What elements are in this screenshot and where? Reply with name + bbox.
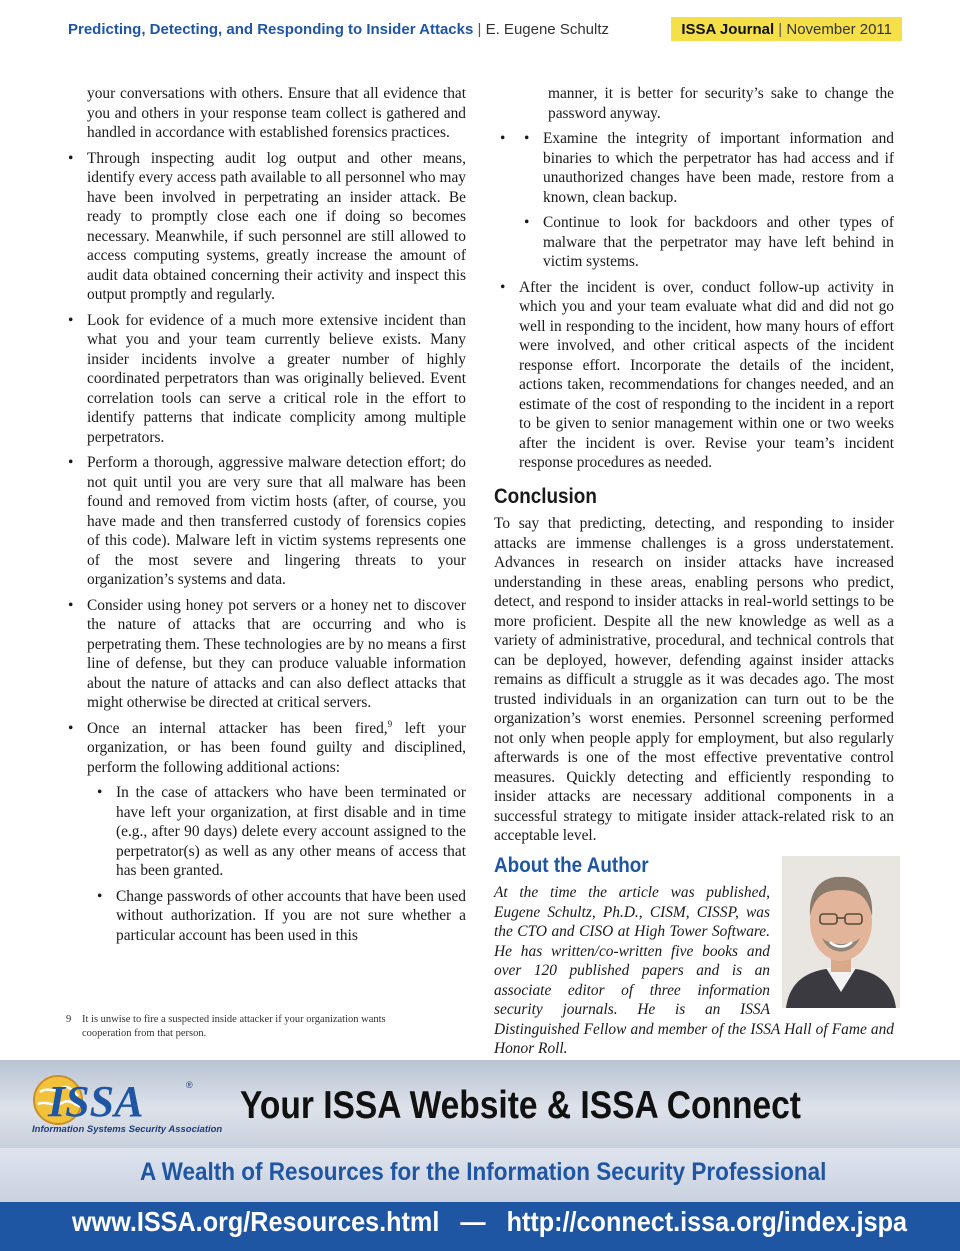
fired-bullet-text-start: Once an internal attacker has been fired, [87, 719, 388, 737]
list-item-fired-attacker [62, 719, 466, 946]
continued-paragraph: your conversations with others. Ensure that all evidence that you and others in your response team collect is gathered and handled in accordance with established forensics practices. [87, 85, 466, 141]
logo-wordmark: ISSA [48, 1077, 144, 1126]
issa-banner-ad[interactable] [0, 1060, 960, 1251]
continued-sub-bullet: manner, it is better for security’s sake to change the password anyway. [548, 85, 894, 122]
journal-separator: | [778, 21, 783, 38]
list-item: • Perform a thorough, aggressive malware detection effort; do not quit until you are very sure that all malware has been found and removed from victim hosts (after, of course, you have made and then transferred custody of forensics copies of this code). Malware left in victim systems represents one of the most severe and lingering threats to your organization’s systems and data. [62, 453, 466, 590]
list-item: • After the incident is over, conduct follow-up activity in which you and your team evaluate what did and did not go well in responding to the incident, how many hours of effort were involved, and other critical aspects of the incident response effort. Incorporate the details of the incident, actions taken, recommendations for changes needed, and an estimate of the cost of responding to the incident in a report to be given to senior management within one or two weeks after the incident is over. Revise your team’s incident response procedures as needed. [494, 278, 894, 473]
footnote-reference[interactable]: 9 [387, 718, 393, 729]
article-author: E. Eugene Schultz [485, 21, 610, 38]
link-dash: — [460, 1206, 486, 1237]
conclusion-heading: Conclusion [494, 484, 597, 508]
journal-badge [671, 17, 902, 41]
sub-list-item: • In the case of attackers who have been terminated or have left your organization, at first disable and in time (e.g., after 90 days) delete every account assigned to the perpetrator(s) as well as any other means of access that has been granted. [87, 783, 466, 881]
conclusion-paragraph: To say that predicting, detecting, and responding to insider attacks are immense challenges is a gross understatement. Advances in research on insider attacks have increased understanding in these areas, enabling persons who predict, detect, and respond to insider attacks in real-world settings to be more proficient. Despite all the new knowledge as well as a variety of administrative, procedural, and technical controls that can be deployed, however, defending against insider attacks remains as difficult a struggle as it was decades ago. The most trusted individuals in an organization can turn out to be the organization’s worst enemies. Personnel screening performed not only when people apply for employment, but also regularly afterwards is one of the most effective preventative control measures. Quickly detecting and efficiently responding to insider attacks are necessary additional components in a successful strategy to mitigate insider attack-related risk to an acceptable level. [494, 515, 894, 844]
running-header [62, 14, 902, 44]
about-author-heading: About the Author [494, 853, 649, 877]
header-left [68, 21, 609, 38]
logo-tagline: Information Systems Security Association [32, 1124, 223, 1135]
right-column [494, 84, 894, 1065]
author-photo [782, 856, 900, 1008]
sub-list-item: • Continue to look for backdoors and other types of malware that the perpetrator may have left behind in victim systems. [514, 213, 894, 272]
header-separator: | [477, 21, 482, 38]
banner-subheadline: A Wealth of Resources for the Information Security Professional [140, 1158, 827, 1186]
right-bullet-list [494, 129, 894, 473]
article-title: Predicting, Detecting, and Responding to Insider Attacks [68, 21, 474, 38]
additional-actions-list-continued [514, 129, 894, 272]
footnote [66, 1013, 426, 1041]
resources-link[interactable]: www.ISSA.org/Resources.html [72, 1206, 440, 1237]
additional-actions-list [87, 783, 466, 945]
footnote-text: It is unwise to fire a suspected inside attacker if your organization wants cooperation from that person. [82, 1014, 386, 1039]
sub-list-item: • • Examine the integrity of important information and binaries to which the perpetrator has had access and if unauthorized changes have been made, restore from a known, clean backup. [514, 129, 894, 207]
registered-mark: ® [186, 1080, 193, 1090]
sub-list-item: • Change passwords of other accounts that have been used without authorization. If you are not sure whether a particular account has been used in this [87, 887, 466, 946]
connect-link[interactable]: http://connect.issa.org/index.jspa [506, 1206, 908, 1237]
journal-name: ISSA Journal [681, 21, 775, 38]
response-action-list [62, 149, 466, 946]
link-separator [446, 1206, 460, 1237]
author-bio: At the time the article was published, Eugene Schultz, Ph.D., CISM, CISSP, was the CTO and CISO at High Tower Software. He has written/co-written five books and over 120 published papers and is an associate editor of three information security journals. He is an ISSA Distinguished Fellow and member of the ISSA Hall of Fame and Honor Roll. [494, 884, 894, 1057]
left-column [62, 84, 466, 951]
footnote-number: 9 [66, 1014, 72, 1025]
list-item: • Through inspecting audit log output and other means, identify every access path available to all personnel who may have been involved in perpetrating an insider attack. Be ready to promptly close each one if doing so becomes necessary. Meanwhile, if such personnel are still allowed to access computing systems, greatly increase the amount of audit data obtained concerning their activity and inspect this output promptly and regularly. [62, 149, 466, 305]
list-item: • Look for evidence of a much more extensive incident than what you and your team currently believe exists. Many insider incidents involve a greater number of highly coordinated perpetrators than was originally believed. Event correlation tools can serve a critical role in the effort to identify patterns that indicate complicity among multiple perpetrators. [62, 311, 466, 448]
banner-headline: Your ISSA Website & ISSA Connect [240, 1084, 801, 1127]
fired-bullet-text-end: left your organization, or has been found guilty and disciplined, perform the following additional actions: [87, 719, 466, 776]
issue-date: November 2011 [786, 21, 892, 38]
list-item-continued [494, 129, 894, 272]
banner-links [72, 1206, 907, 1238]
list-item: • Consider using honey pot servers or a honey net to discover the nature of attacks that are occurring and who is perpetrating them. These technologies are by no means a first line of defense, but they can produce valuable information about the nature of attacks and can also deflect attacks that might otherwise be directed at critical servers. [62, 596, 466, 713]
link-space [486, 1206, 500, 1237]
